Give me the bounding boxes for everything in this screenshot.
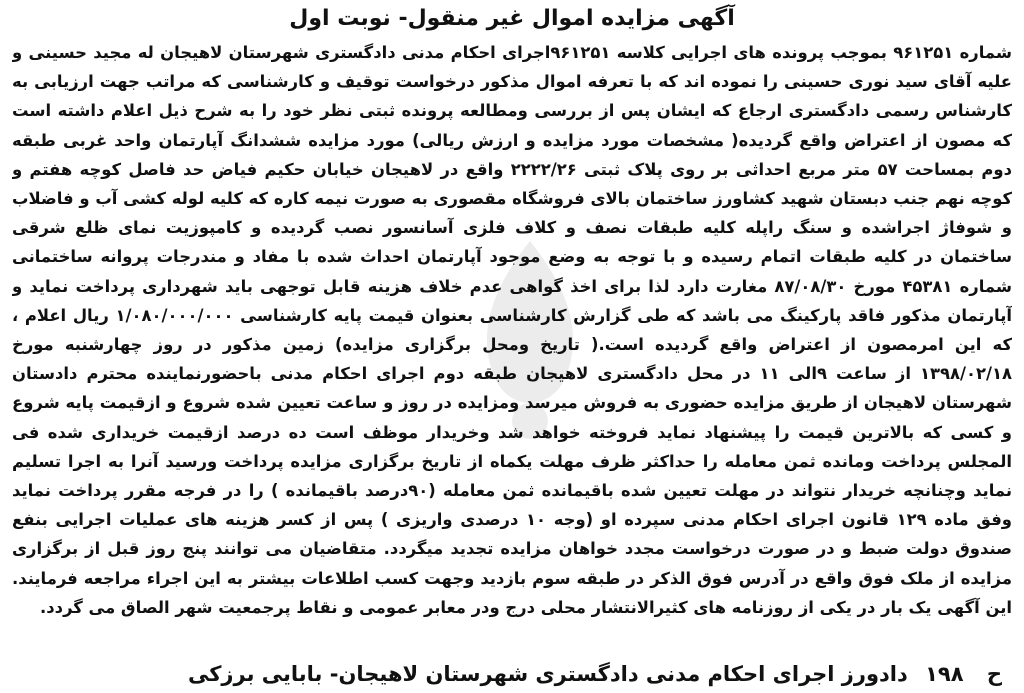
signature-letter: ح xyxy=(986,662,1002,686)
notice-title: آگهی مزایده اموال غیر منقول- نوبت اول xyxy=(289,6,735,31)
notice-body: شماره ۹۶۱۲۵۱ بموجب پرونده های اجرایی کلاسه ۹۶۱۲۵۱اجرای احکام مدنی دادگستری شهرستان لاهیجان له مجید حسینی و علیه آقای سید نوری حسینی را نموده اند که با تعرفه اموال مذکور درخواست توقیف و کارشناسی که مراتب جهت ارزیابی به کارشناس رسمی دادگستری ارجاع که ایشان پس از بررسی ومطالعه پرونده ثبتی نظر خود را به شرح ذیل اعلام داشته است که مصون از اعتراض واقع گردیده( مشخصات مورد مزایده و ارزش ریالی) مورد مزایده ششدانگ آپارتمان واحد غربی طبقه دوم بمساحت ۵۷ متر مربع احداثی بر روی پلاک ثبتی ۲۲۲۲/۲۶ واقع در لاهیجان خیابان حکیم فیاض حد فاصل کوچه هفتم و کوچه نهم جنب دبستان شهید کشاورز ساختمان بالای فروشگاه مقصوری به صورت نیمه کاره که کلیه لوله کشی آب و فاضلاب و شوفاژ اجراشده و سنگ راپله کلیه طبقات نصف و کلاف فلزی آسانسور نصب گردیده و کامپوزیت نمای ظلع شرقی ساختمان در کلیه طبقات اتمام رسیده و با توجه به وضع موجود آپارتمان احداث شده با مفاد و مندرجات پروانه ساختمانی شماره ۴۵۳۸۱ مورخ ۸۷/۰۸/۳۰ مغارت دارد لذا برای اخذ گواهی عدم خلاف هزینه قابل توجهی باید شهرداری پرداخت نماید و آپارتمان مذکور فاقد پارکینگ می باشد که طی گزارش کارشناسی بعنوان قیمت پایه کارشناسی ۱/۰۸۰/۰۰۰/۰۰۰ ریال اعلام ، که این امرمصون از اعتراض واقع گردیده است.( تاریخ ومحل برگزاری مزایده) زمین مذکور در روز چهارشنبه مورخ ۱۳۹۸/۰۲/۱۸ از ساعت ۹الی ۱۱ در محل دادگستری لاهیجان طبقه دوم اجرای احکام مدنی باحضورنماینده محترم دادستان شهرستان لاهیجان از طریق مزایده حضوری به فروش میرسد ومزایده در روز و ساعت تعیین شده شروع و ازقیمت پایه شروع و کسی که بالاترین قیمت را پیشنهاد نماید فروخته خواهد شد وخریدار موظف است ده درصد ازقیمت خریداری شده فی المجلس پرداخت ومانده ثمن معامله را حداکثر ظرف مهلت یکماه از تاریخ برگزاری مزایده پرداخت ورسید آنرا به اجرا تسلیم نماید وچنانچه خریدار نتواند در مهلت تعیین شده باقیمانده ثمن معامله (۹۰درصد باقیمانده ) را در فرجه مقرر پرداخت نماید وفق ماده ۱۲۹ قانون اجرای احکام مدنی سپرده او (وجه ۱۰ درصدی واریزی ) پس از کسر هزینه های عملیات اجرایی بنفع صندوق دولت ضبط و در صورت درخواست مجدد خواهان مزایده تجدید میگردد. متقاضیان می توانند پنج روز قبل از برگزاری مزایده از ملک فوق واقع در آدرس فوق الذکر در طبقه سوم بازدید وجهت کسب اطلاعات بیشتر به این اجراء مراجعه فرمایند. این آگهی یک بار در یکی از روزنامه های کثیرالانتشار محلی درج ودر معابر عمومی و نقاط پرجمعیت شهر الصاق می گردد. xyxy=(12,43,1012,617)
signature-number: ۱۹۸ xyxy=(925,662,964,686)
notice-signature xyxy=(12,657,1002,691)
signature-text: دادورز اجرای احکام مدنی دادگستری شهرستان لاهیجان- بابایی برزکی xyxy=(187,662,908,686)
